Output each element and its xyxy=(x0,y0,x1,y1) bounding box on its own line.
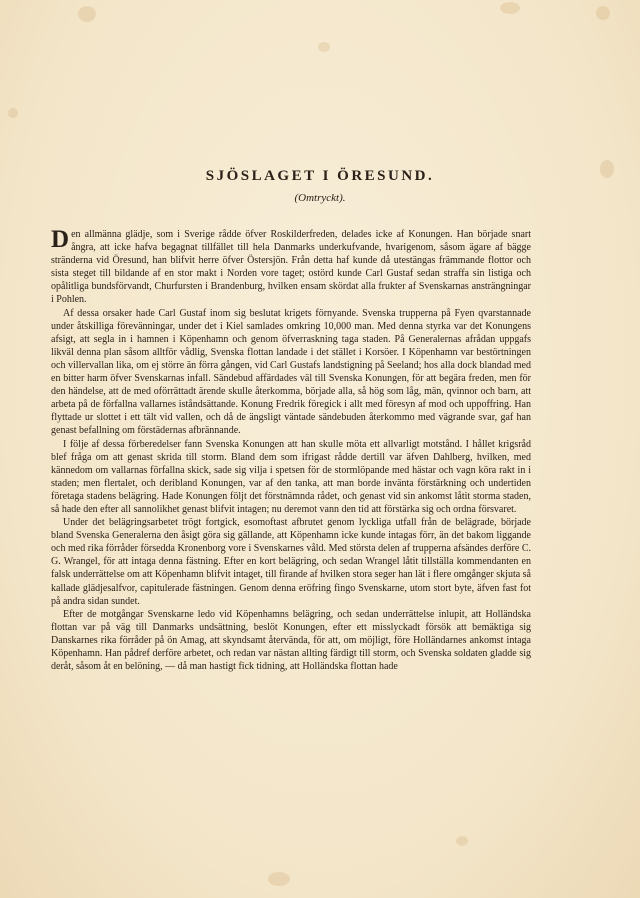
paragraph: Efter de motgångar Svenskarne ledo vid Köpenhamns belägring, och sedan underrättelse inlupit, att Holländska flottan var på väg till Danmarks undsättning, beslöt Konungen, efter ett misslyckadt försök att bemäktiga sig Danskarnes rika förråder på ön Amag, att skyndsamt återvända, för att, om möjligt, före Holländarnes ankomst intaga Köpenhamn. Han pådref derföre arbetet, och redan var nästan allting färdigt till storm, och Svenska soldaten gladde sig deråt, såsom åt en belöning, — då man hastigt fick tidning, att Holländska flottan hade xyxy=(51,608,531,673)
paper-stain xyxy=(78,6,96,22)
article-subtitle: (Omtryckt). xyxy=(294,192,346,204)
paragraph: Under det belägringsarbetet trögt fortgick, esomoftast afbrutet genom lyckliga utfall från de belägrade, började bland Svenska Generalerna den åsigt göra sig gällande, att Köpenhamn icke kunde intagas förr, än det bakom liggande och med rika förråder försedda Kronenborg vore i Svenskarnes våld. Med största delen af trupperna afsändes derföre C. G. Wrangel, för att intaga denna fästning. Efter en kort belägring, och sedan Wrangel låtit tillställa kommendanten en falsk underrättelse om att Köpenhamn blifvit intaget, till firande af hvilken stora seger han lät i flere omgånger skjuta så kallade glädjesalfvor, capitulerade fästningen. Genom denna eröfring fingo Svenskarne, utom stort byte, äfven fast fot på andra sidan sundet. xyxy=(51,517,531,607)
paper-stain xyxy=(456,836,468,846)
paragraph: I följe af dessa förberedelser fann Svenska Konungen att han skulle möta ett allvarligt motstånd. I hållet krigsråd blef fråga om att genast skrida till storm. Bland dem som ifrigast rådde dertill var äfven Dahlberg, hvilken, med kännedom om vallarnas förfallna skick, sade sig vilja i spetsen för de stormlöpande med hästar och vagn köra rakt in i staden; men flertalet, och deribland Konungen, var af den tanka, att man borde invänta förstärkning och undertiden företaga stadens belägring. Hade Konungen följt det förstnämnda rådet, och genast vid sin ankomst låtit storma staden, så hade den efter all sannolikhet genast blifvit intagen; nu deremot vann den tid att förstärka sig och ordna försvaret. xyxy=(51,438,531,515)
paragraph: Af dessa orsaker hade Carl Gustaf inom sig beslutat krigets förnyande. Svenska trupperna på Fyen qvarstannade under åtskilliga förevänningar, under det i Kiel samlades omkring 10,000 man. Med denna styrka var det Konungens afsigt, att segla in i hamnen i Köpenhamn och genom öfverraskning taga staden. På Generalernas afrådan uppgafs likväl denna plan såsom alltför vådlig, Svenska flottan landade i det stället i Korsöer. I Köpenhamn var bestörtningen och villervallan lika, om ej större än förra gången, vid Carl Gustafs landstigning på Seeland; hos alla dock blandad med en bitter harm öfver Svenskarnas infall. Sändebud affärdades väl till Svenska Konungen, för att begära freden, men för den händelse, att de med oförrättadt ärende skulle återkomma, började alla, så hög som låg, män, qvinnor och barn, att arbeta på de förfallna vallarnes iståndsättande. Konung Fredrik föregick i allt med föresyn af mod och uppoffring. Han flyttade ur slottet i ett tält vid vallen, och då de ängsligt väntade sändebuden återkommo med vägrande svar, gaf han genast befallning om förstädernas afbrännande. xyxy=(51,307,531,437)
paper-stain xyxy=(8,108,18,118)
paper-stain xyxy=(596,6,610,20)
paragraph-text: en allmänna glädje, som i Sverige rådde öfver Roskilderfreden, delades icke af Konungen. Han började snart ångra, att icke hafva begagnat tillfället till hela Danmarks underkufvande, hvarigenom, såsom ägare af bägge stränderna vid Öresund, han blifvit herre öfver Östersjön. Från detta haf kunde då utestängas främmande flottor och sista steget till bildande af en stor makt i Norden vore taget; ostörd kunde Carl Gustaf sedan straffa sin listiga och opålitliga bundsförvandt, Churfursten i Brandenburg, hvilken ensam skördat alla frukter af Svenskarnas ansträngningar i Pohlen. xyxy=(51,229,531,306)
article-title: SJÖSLAGET I ÖRESUND. xyxy=(205,168,435,184)
paragraph xyxy=(51,228,531,307)
article-body xyxy=(51,228,531,673)
drop-cap: D xyxy=(51,226,70,253)
paper-stain xyxy=(500,2,520,14)
paper-stain xyxy=(268,872,290,886)
paper-stain xyxy=(318,42,330,52)
